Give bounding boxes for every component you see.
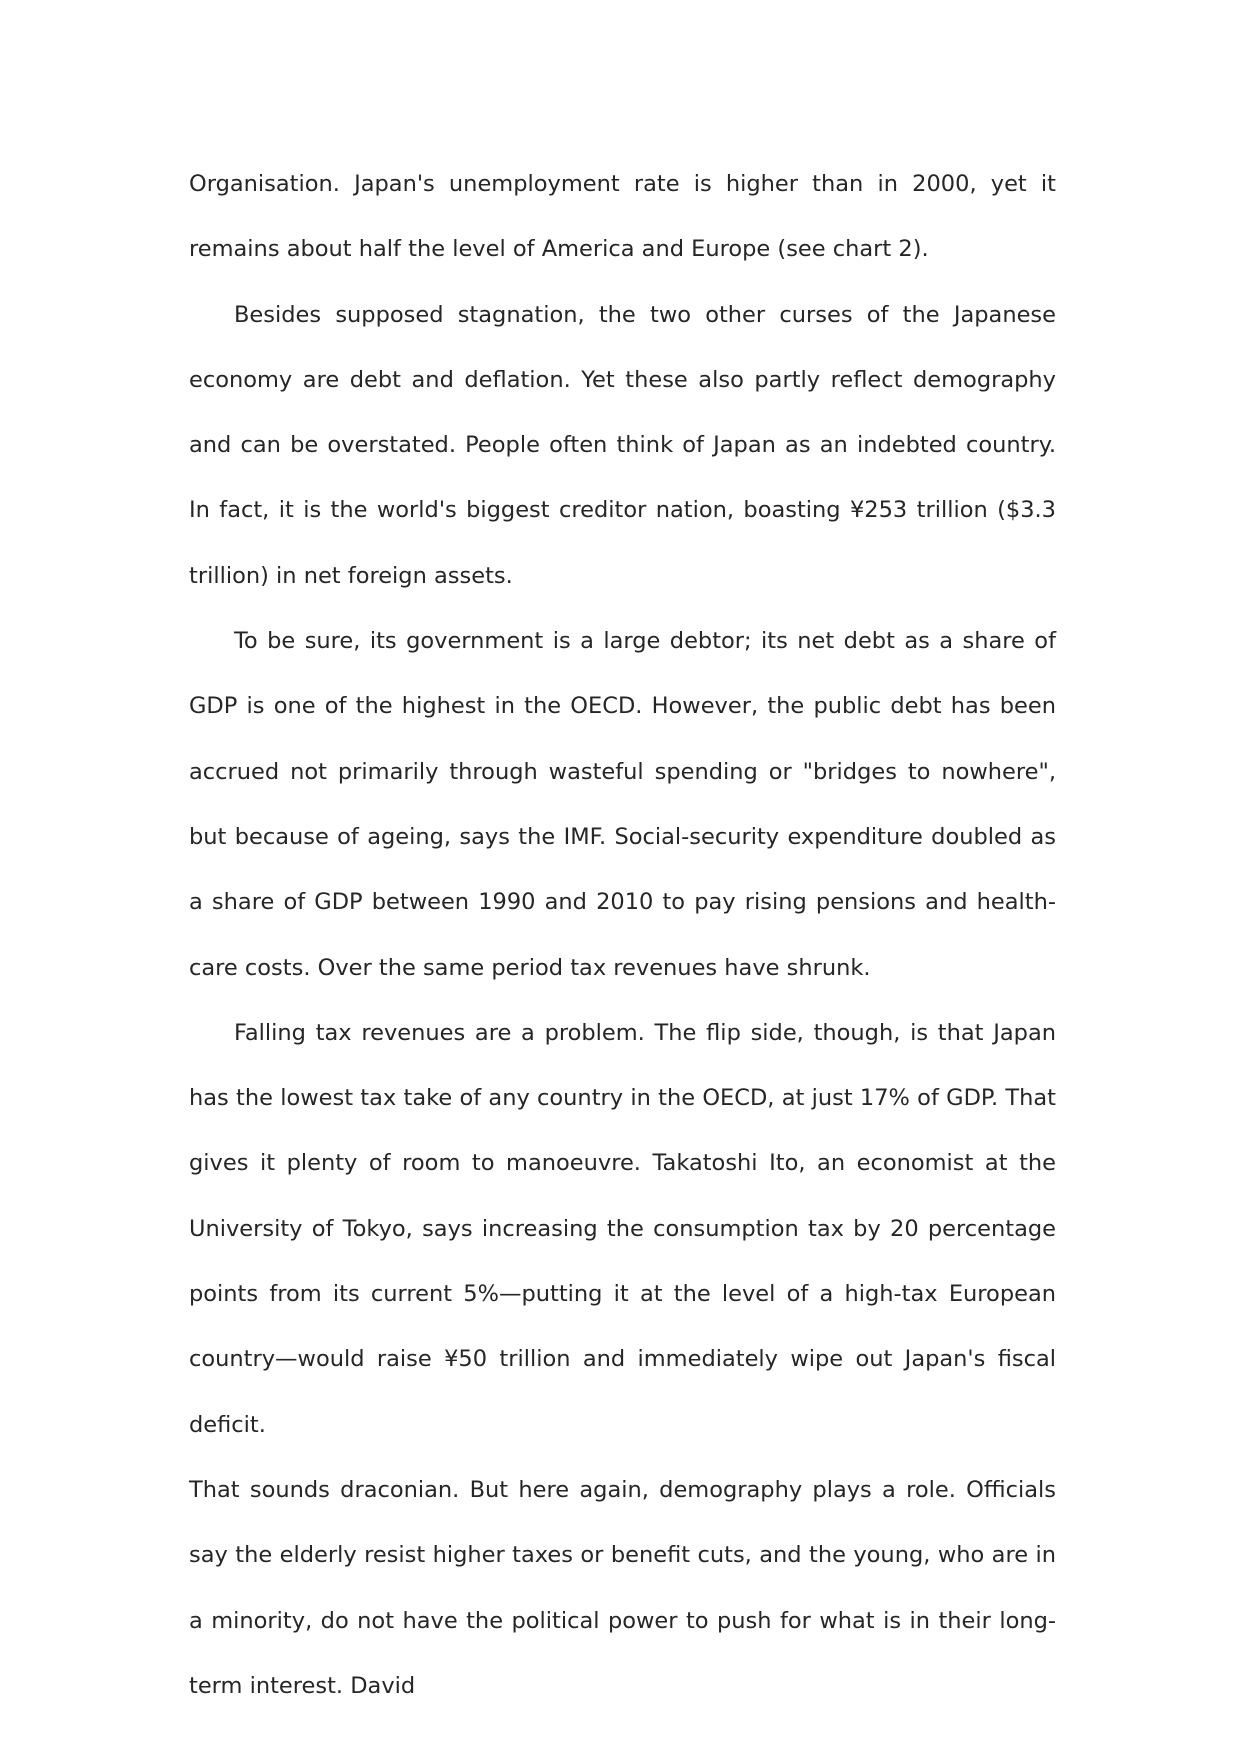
paragraph-4: Falling tax revenues are a problem. The flip side, though, is that Japan has the lowest tax take of any country in the OECD, at just 17% of GDP. That gives it plenty of room to manoeuvre. Takatoshi Ito, an economist at the University of Tokyo, says increasing the consumption tax by 20 percentage points from its current 5%—putting it at the level of a high-tax European country—would raise ¥50 trillion and immediately wipe out Japan's fiscal deficit. xyxy=(189,1019,1056,1438)
paragraph-3: To be sure, its government is a large debtor; its net debt as a share of GDP is one of the highest in the OECD. However, the public debt has been accrued not primarily through wasteful spending or "bridges to nowhere", but because of ageing, says the IMF. Social-security expenditure doubled as a share of GDP between 1990 and 2010 to pay rising pensions and health-care costs. Over the same period tax revenues have shrunk. xyxy=(189,628,1056,981)
article-body xyxy=(189,152,1056,1719)
paragraph-1: Organisation. Japan's unemployment rate is higher than in 2000, yet it remains about half the level of America and Europe (see chart 2). xyxy=(189,171,1056,263)
paragraph-5: That sounds draconian. But here again, demography plays a role. Officials say the elderly resist higher taxes or benefit cuts, and the young, who are in a minority, do not have the political power to push for what is in their long-term interest. David xyxy=(189,1476,1056,1699)
paragraph-2: Besides supposed stagnation, the two other curses of the Japanese economy are debt and deflation. Yet these also partly reflect demography and can be overstated. People often think of Japan as an indebted country. In fact, it is the world's biggest creditor nation, boasting ¥253 trillion ($3.3 trillion) in net foreign assets. xyxy=(189,301,1056,589)
